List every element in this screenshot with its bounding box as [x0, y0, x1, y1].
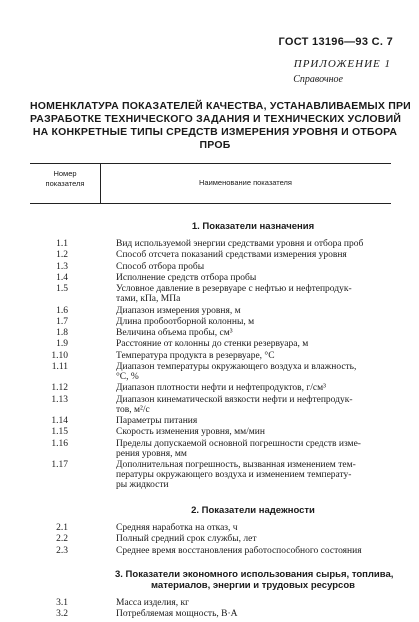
gost-page-header: ГОСТ 13196—93 С. 7: [278, 36, 393, 48]
indicator-number: 1.12: [51, 383, 68, 394]
indicator-name: [116, 262, 391, 272]
column-header-number-line: показателя: [45, 179, 85, 188]
indicator-name-line: °С, %: [116, 372, 139, 382]
indicator-number: 1.8: [56, 328, 68, 339]
title-line: НОМЕНКЛАТУРА ПОКАЗАТЕЛЕЙ КАЧЕСТВА, УСТАНАВЛИВАЕМЫХ ПРИ: [30, 100, 411, 112]
indicator-number: 1.10: [51, 350, 68, 361]
indicator-name: [116, 351, 391, 361]
column-header-name: Наименование показателя: [199, 178, 292, 187]
indicator-name-line: Скорость изменения уровня, мм/мин: [116, 427, 265, 438]
indicator-name-line: Пределы допускаемой основной погрешности средств изме-: [116, 438, 361, 449]
indicator-name: [116, 284, 391, 304]
section-heading-line: 3. Показатели экономного использования сырья, топлива,: [115, 569, 394, 580]
indicator-name-line: Дополнительная погрешность, вызванная изменением тем-: [116, 459, 356, 470]
indicator-number: 2.1: [56, 523, 68, 534]
indicator-name: [116, 239, 391, 249]
indicator-name: [116, 439, 391, 459]
indicator-number: 1.4: [56, 272, 68, 283]
indicator-number: 1.14: [51, 415, 68, 426]
table-header-border: [30, 203, 391, 204]
indicator-name-line: Параметры питания: [116, 415, 198, 426]
section-heading: [115, 221, 391, 232]
indicator-name: [116, 383, 391, 393]
indicator-name: [116, 395, 391, 415]
indicator-number: 1.13: [51, 394, 68, 405]
indicator-name: [116, 534, 391, 544]
indicator-name: [116, 273, 391, 283]
indicator-name-line: Длина пробоотборной колонны, м: [116, 316, 255, 327]
indicator-number: 1.7: [56, 316, 68, 327]
indicator-name: [116, 427, 391, 437]
indicator-name-line: ры жидкости: [116, 479, 169, 490]
indicator-number: 1.17: [51, 459, 68, 470]
indicator-number: 1.16: [51, 438, 68, 449]
indicator-name-line: Полный средний срок службы, лет: [116, 534, 257, 545]
column-header-number-line: Номер: [53, 169, 77, 178]
indicator-number: 1.2: [56, 250, 68, 261]
section-heading-line: 2. Показатели надежности: [191, 505, 315, 517]
indicator-name-line: Величина объема пробы, см³: [116, 328, 233, 339]
indicator-name-line: Способ отсчета показаний средствами измерения уровня: [116, 250, 347, 261]
indicator-name: [116, 609, 391, 619]
title-line: РАЗРАБОТКЕ ТЕХНИЧЕСКОГО ЗАДАНИЯ И ТЕХНИЧЕСКИХ УСЛОВИЙ: [30, 113, 402, 125]
indicator-name: [116, 250, 391, 260]
indicator-name: [116, 339, 391, 349]
indicator-number: 1.6: [56, 305, 68, 316]
indicator-name: [116, 460, 391, 490]
indicator-name-line: тами, кПа, МПа: [116, 294, 181, 305]
indicators-table: [30, 163, 394, 620]
indicator-name-line: Вид используемой энергии средствами уровня и отбора проб: [116, 239, 364, 249]
indicator-number: 2.3: [56, 545, 68, 556]
reference-label: Справочное: [293, 74, 343, 85]
indicator-name-line: Исполнение средств отбора пробы: [116, 272, 257, 283]
indicator-number: 3.1: [56, 598, 68, 608]
indicator-name: [116, 362, 391, 382]
table-top-border: [30, 163, 391, 164]
indicator-name-line: Масса изделия, кг: [116, 598, 189, 608]
indicator-name-line: Среднее время восстановления работоспособного состояния: [116, 545, 362, 556]
indicator-name: [116, 523, 391, 533]
section-heading: [115, 505, 391, 516]
title-line: ПРОБ: [199, 139, 231, 151]
indicator-number: 1.15: [51, 427, 68, 438]
indicator-name-line: Диапазон температуры окружающего воздуха и влажность,: [116, 362, 357, 372]
indicator-name-line: Диапазон кинематической вязкости нефти и нефтепродук-: [116, 394, 353, 405]
indicator-name-line: Способ отбора пробы: [116, 261, 205, 272]
indicator-number: 1.3: [56, 261, 68, 272]
indicator-name: [116, 598, 391, 608]
indicator-name-line: Расстояние от колонны до стенки резервуара, м: [116, 339, 309, 350]
indicator-name: [116, 416, 391, 426]
indicator-name-line: Условное давление в резервуаре с нефтью и нефтепродук-: [116, 284, 352, 295]
indicator-number: 1.5: [56, 284, 68, 295]
indicator-name-line: рения уровня, мм: [116, 448, 187, 459]
indicator-name-line: Температура продукта в резервуаре, °С: [116, 350, 275, 361]
indicator-name: [116, 328, 391, 338]
indicator-name-line: Диапазон плотности нефти и нефтепродуктов, г/см³: [116, 383, 326, 394]
title-line: НА КОНКРЕТНЫЕ ТИПЫ СРЕДСТВ ИЗМЕРЕНИЯ УРОВНЯ И ОТБОРА: [32, 126, 398, 138]
indicator-name-line: тов, м²/с: [116, 404, 150, 415]
indicator-number: 3.2: [56, 609, 68, 620]
section-heading-line: материалов, энергии и трудовых ресурсов: [151, 580, 355, 591]
section-heading: [115, 569, 394, 591]
indicator-name-line: Потребляемая мощность, В·А: [116, 609, 238, 620]
indicator-number: 2.2: [56, 534, 68, 545]
indicator-number: 1.11: [51, 362, 68, 372]
indicator-number: 1.9: [56, 339, 68, 350]
column-header-number: [30, 169, 100, 189]
indicator-number: 1.1: [56, 239, 68, 249]
document-title: [30, 100, 411, 152]
indicator-name-line: Диапазон измерения уровня, м: [116, 305, 241, 316]
indicator-name-line: пературы окружающего воздуха и изменением температу-: [116, 469, 352, 480]
indicator-name: [116, 306, 391, 316]
indicator-name-line: Средняя наработка на отказ, ч: [116, 523, 238, 534]
section-heading-line: 1. Показатели назначения: [191, 221, 315, 232]
indicator-name: [116, 317, 391, 327]
appendix-label: ПРИЛОЖЕНИЕ 1: [293, 58, 391, 70]
indicator-name: [116, 546, 391, 556]
